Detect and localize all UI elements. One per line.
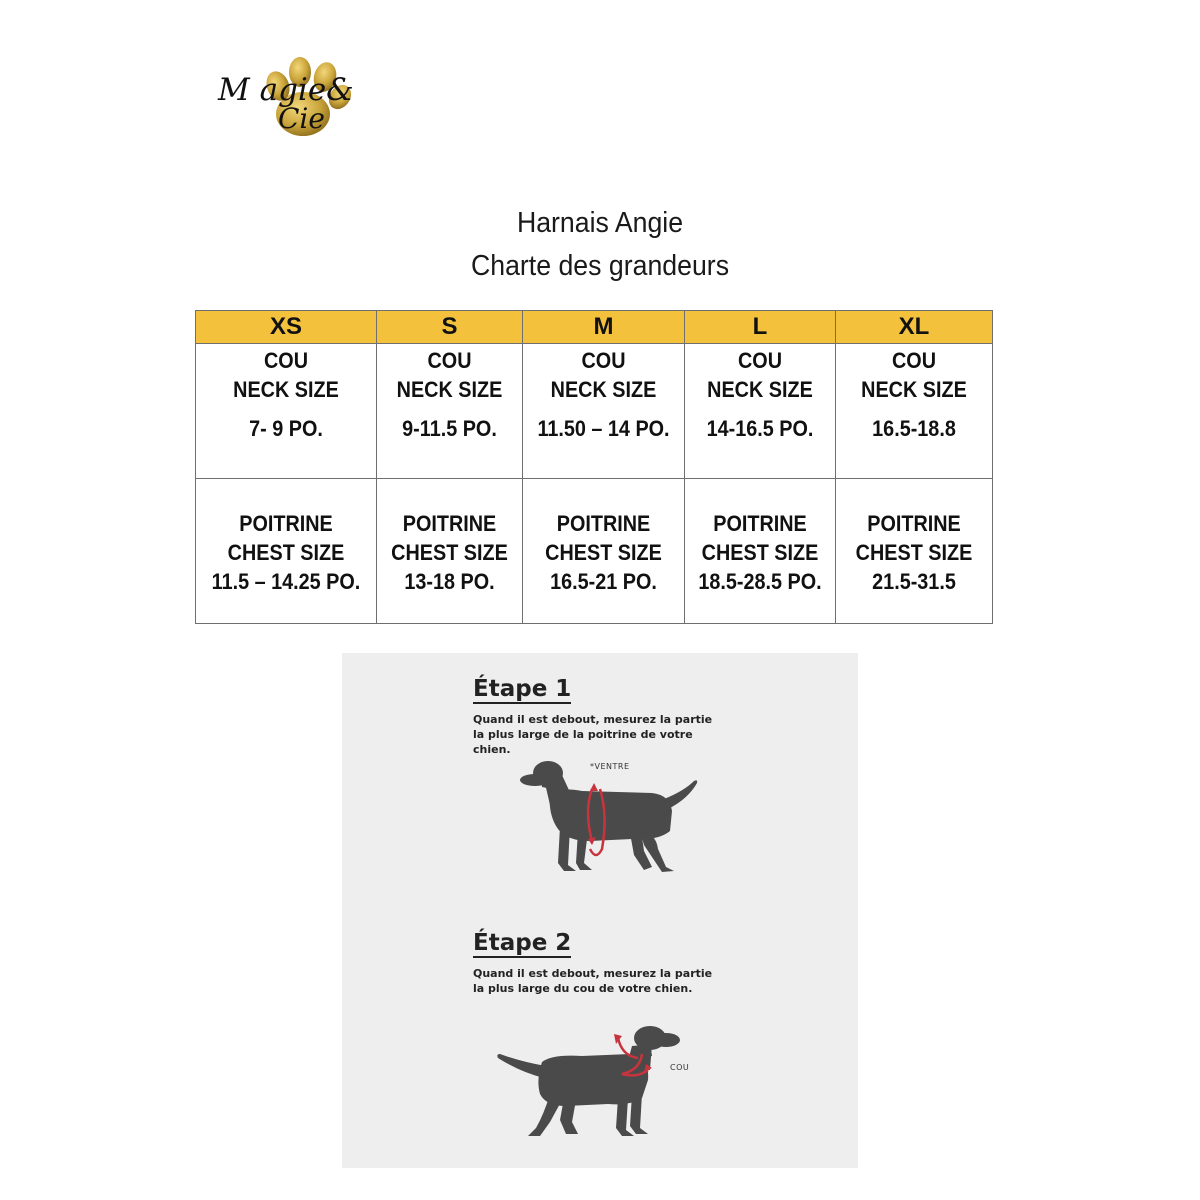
neck-cell-xs <box>196 344 377 479</box>
neck-value: 11.50 – 14 PO. <box>537 416 670 441</box>
logo-wordmark-cie: Cie <box>278 102 325 135</box>
step2-neck-label: COU <box>670 1063 690 1072</box>
chest-cell-xl <box>836 479 993 624</box>
neck-label-en: NECK SIZE <box>861 377 967 402</box>
chest-cell-m <box>523 479 685 624</box>
neck-value: 14-16.5 PO. <box>706 416 814 441</box>
neck-row <box>196 344 993 479</box>
chest-value: 16.5-21 PO. <box>550 569 657 594</box>
chest-cell-l <box>685 479 836 624</box>
page-title: Harnais Angie <box>516 207 684 239</box>
page-subtitle: Charte des grandeurs <box>470 250 730 282</box>
chest-label-en: CHEST SIZE <box>701 540 819 565</box>
logo-wordmark: M agie& <box>218 72 354 108</box>
step2-title: Étape 2 <box>473 930 572 956</box>
chest-label-en: CHEST SIZE <box>227 540 345 565</box>
chest-label-fr: POITRINE <box>239 511 333 536</box>
step1-description: Quand il est debout, mesurez la partie la plus large de la poitrine de votre chien. <box>473 713 713 756</box>
neck-cell-s <box>377 344 523 479</box>
neck-label-en: NECK SIZE <box>707 377 813 402</box>
size-header-xl: XL <box>836 311 993 344</box>
chest-label-fr: POITRINE <box>556 511 651 536</box>
step1-belly-label: *VENTRE <box>590 762 630 771</box>
chest-label-fr: POITRINE <box>402 511 497 536</box>
neck-label-en: NECK SIZE <box>550 377 657 402</box>
chest-value: 21.5-31.5 <box>872 569 956 594</box>
step2-description: Quand il est debout, mesurez la partie la plus large du cou de votre chien. <box>473 967 713 995</box>
measuring-guide <box>342 653 858 1168</box>
neck-cell-m <box>523 344 685 479</box>
chest-row <box>196 479 993 624</box>
neck-label-en: NECK SIZE <box>233 377 339 402</box>
neck-cell-xl <box>836 344 993 479</box>
table-header-row <box>196 311 993 344</box>
step1-title: Étape 1 <box>473 676 572 702</box>
dog-neck-icon <box>492 1018 702 1158</box>
chest-value: 13-18 PO. <box>404 569 495 594</box>
neck-label-fr: COU <box>581 348 626 373</box>
size-header-m: M <box>523 311 685 344</box>
size-header-l: L <box>685 311 836 344</box>
size-header-xs: XS <box>196 311 377 344</box>
neck-label-en: NECK SIZE <box>396 377 503 402</box>
chest-cell-xs <box>196 479 377 624</box>
size-header-s: S <box>377 311 523 344</box>
neck-value: 7- 9 PO. <box>249 416 323 441</box>
dog-chest-icon <box>512 753 712 893</box>
chest-value: 18.5-28.5 PO. <box>698 569 822 594</box>
neck-label-fr: COU <box>427 348 472 373</box>
chest-label-en: CHEST SIZE <box>855 540 973 565</box>
neck-label-fr: COU <box>737 348 782 373</box>
neck-value: 16.5-18.8 <box>872 416 956 441</box>
chest-label-en: CHEST SIZE <box>545 540 662 565</box>
brand-logo <box>212 52 362 142</box>
neck-value: 9-11.5 PO. <box>402 416 497 441</box>
chest-label-fr: POITRINE <box>713 511 807 536</box>
chest-value: 11.5 – 14.25 PO. <box>211 569 361 594</box>
chest-label-fr: POITRINE <box>867 511 961 536</box>
neck-label-fr: COU <box>891 348 936 373</box>
neck-cell-l <box>685 344 836 479</box>
chest-cell-s <box>377 479 523 624</box>
neck-label-fr: COU <box>263 348 308 373</box>
chest-label-en: CHEST SIZE <box>391 540 508 565</box>
size-chart-table <box>195 310 993 624</box>
